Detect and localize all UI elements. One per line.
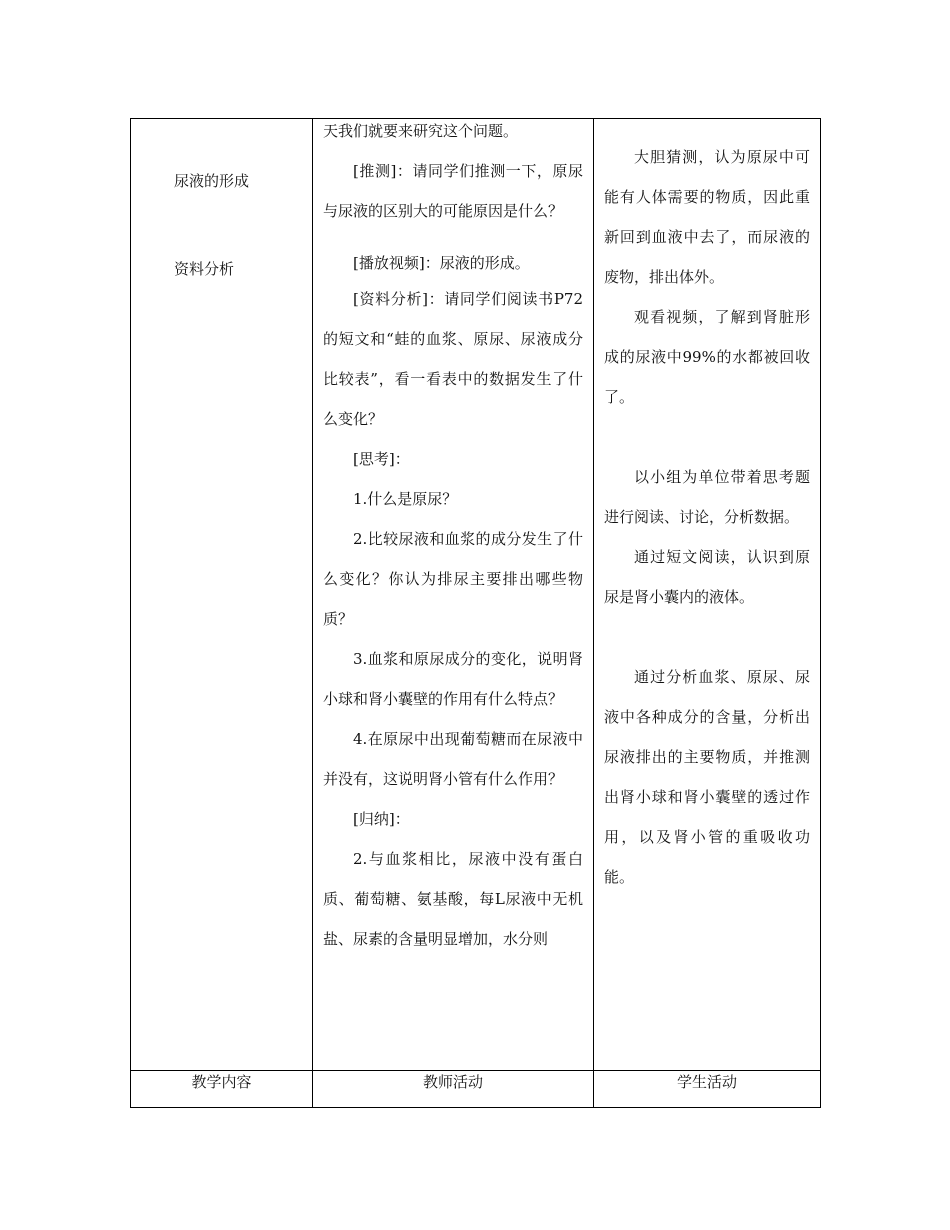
teacher-para: 2.比较尿液和血浆的成分发生了什么变化？你认为排尿主要排出哪些物质？ [323, 530, 583, 628]
header-teaching-content: 教学内容 [131, 1071, 313, 1108]
header-row [131, 1071, 821, 1108]
student-para: 以小组为单位带着思考题进行阅读、讨论，分析数据。 [604, 468, 810, 526]
teacher-para: [播放视频]：尿液的形成。 [353, 254, 530, 272]
teacher-para: 3.血浆和原尿成分的变化，说明肾小球和肾小囊壁的作用有什么特点？ [323, 650, 583, 708]
teacher-para: 1.什么是原尿？ [353, 490, 458, 508]
lesson-plan-table [130, 118, 821, 1108]
content-row [131, 119, 821, 1071]
teacher-para: [资料分析]：请同学们阅读书P72的短文和“蛙的血浆、原尿、尿液成分比较表”，看一看表中的数据发生了什么变化？ [323, 290, 583, 428]
teacher-para: [思考]： [353, 450, 410, 468]
header-teacher-activity: 教师活动 [313, 1071, 594, 1108]
teacher-para: 4.在原尿中出现葡萄糖而在尿液中并没有，这说明肾小管有什么作用？ [323, 730, 583, 788]
student-para: 大胆猜测，认为原尿中可能有人体需要的物质，因此重新回到血液中去了，而尿液的废物，排出体外。 [604, 148, 810, 286]
student-activity-column [594, 119, 821, 1071]
teacher-para: 2.与血浆相比，尿液中没有蛋白质、葡萄糖、氨基酸，每L尿液中无机盐、尿素的含量明显增加，水分则 [323, 850, 583, 948]
content-column [131, 119, 313, 1071]
student-para: 通过分析血浆、原尿、尿液中各种成分的含量，分析出尿液排出的主要物质，并推测出肾小球和肾小囊壁的透过作用，以及肾小管的重吸收功能。 [604, 668, 810, 886]
student-para: 通过短文阅读，认识到原尿是肾小囊内的液体。 [604, 548, 810, 606]
header-student-activity: 学生活动 [594, 1071, 821, 1108]
section-data-analysis: 资料分析 [174, 260, 235, 278]
student-para: 观看视频，了解到肾脏形成的尿液中99%的水都被回收了。 [604, 308, 810, 406]
teacher-para: 天我们就要来研究这个问题。 [323, 122, 519, 140]
section-urine-formation: 尿液的形成 [174, 172, 250, 190]
teacher-para: [推测]：请同学们推测一下，原尿与尿液的区别大的可能原因是什么？ [323, 162, 583, 220]
teacher-activity-column [313, 119, 594, 1071]
teacher-para: [归纳]： [353, 810, 410, 828]
